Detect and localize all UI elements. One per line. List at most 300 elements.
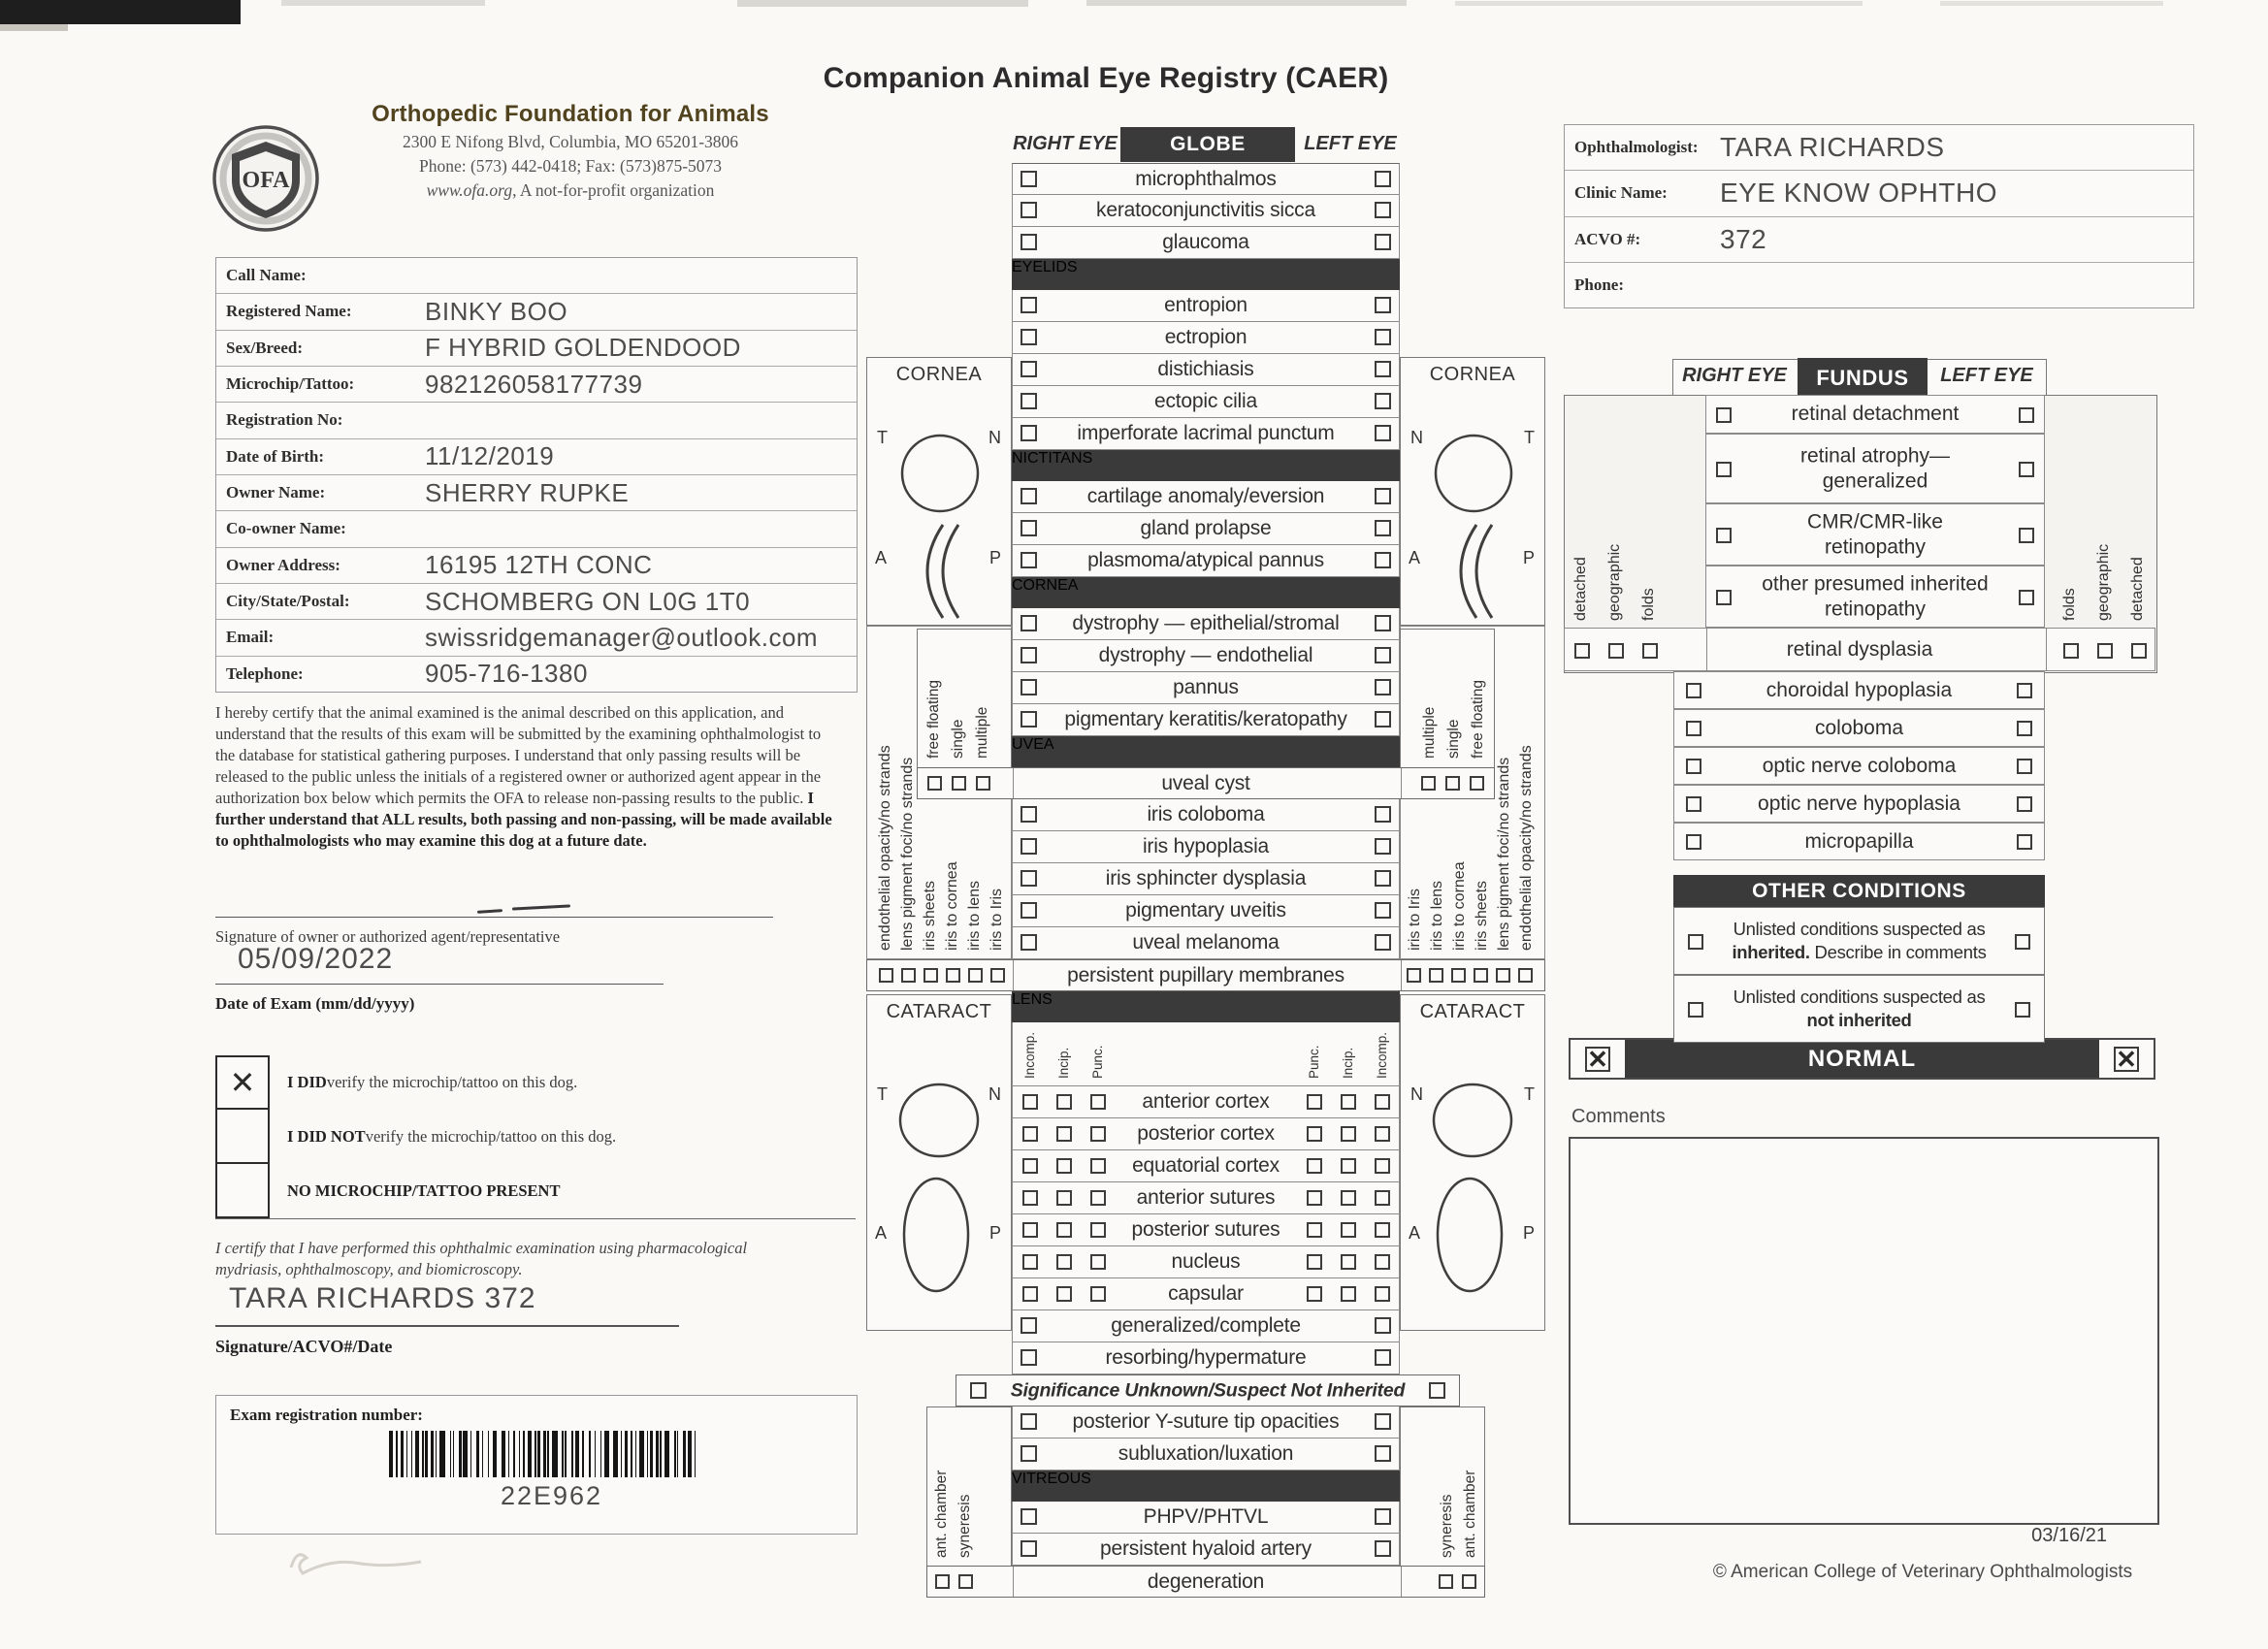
vertical-label-punc: Punc. (1089, 1045, 1105, 1079)
checkbox-left-equatorial-cortex-1[interactable] (1341, 1158, 1356, 1174)
checkbox-right-retinal-atrophy-generalized[interactable] (1716, 462, 1732, 477)
checkbox-right-retinal-dysplasia-1[interactable] (1608, 643, 1624, 659)
checkbox-left-persistent-pupillary-membranes-0[interactable] (1518, 968, 1533, 983)
exam-date-line[interactable] (215, 984, 664, 985)
checkbox-normal-right-eye[interactable]: ✕ (1585, 1047, 1610, 1072)
vertical-label-incip: Incip. (1055, 1047, 1071, 1079)
field-value: EYE KNOW OPHTHO (1720, 178, 1997, 209)
row-nucleus (1012, 1246, 1400, 1278)
checkbox-left-anterior-cortex-0[interactable] (1307, 1094, 1322, 1110)
vertical-label-geographic: geographic (2095, 543, 2112, 621)
fundus-row-choroidal-hypoplasia (1673, 671, 2045, 709)
checkbox-left-posterior-sutures-1[interactable] (1341, 1222, 1356, 1238)
info-row-registration-no (216, 403, 857, 438)
vertical-label-free-floating: free floating (924, 680, 942, 759)
checkbox-right-uveal-melanoma[interactable] (1021, 934, 1037, 951)
checkbox-i-did-not[interactable] (215, 1108, 270, 1165)
checkbox-no-microchip-tattoo-present[interactable] (215, 1162, 270, 1219)
checkbox-i-did[interactable]: ✕ (215, 1055, 270, 1110)
row-pannus (1012, 672, 1400, 704)
owner-certification-bold: I further understand that ALL results, both passing and non-passing, will be made available to ophthalmologists who may examine this dog at a future date. (215, 788, 832, 850)
item-label: uveal cyst (1161, 771, 1250, 794)
checkbox-left-resorbing-hypermature[interactable] (1375, 1349, 1391, 1366)
cataract-anterior-label: A (875, 1223, 888, 1243)
checkbox-right-cmr-cmr-like-retinopathy[interactable] (1716, 528, 1732, 543)
checkbox-left-ectopic-cilia[interactable] (1375, 393, 1391, 409)
vertical-label-detached: detached (2129, 557, 2146, 621)
exam-registration-box (215, 1395, 858, 1535)
barcode-bar (595, 1431, 596, 1477)
cornea-anterior-label: A (875, 548, 888, 567)
scan-smudge (281, 0, 485, 6)
fundus-row-retinal-detachment (1705, 395, 2045, 434)
checkbox-right-uveal-cyst-0[interactable] (927, 776, 942, 791)
checkbox-right-equatorial-cortex-0[interactable] (1022, 1158, 1038, 1174)
cataract-temporal-label: T (1524, 1084, 1535, 1104)
barcode-bar (415, 1431, 419, 1477)
checkbox-right-posterior-y-suture-tip-opacities[interactable] (1021, 1413, 1037, 1430)
field-label: Ophthalmologist: (1574, 138, 1699, 157)
checkbox-left-anterior-sutures-0[interactable] (1307, 1190, 1322, 1206)
field-label: ACVO #: (1574, 229, 1641, 248)
vertical-label-iris-to-lens: iris to lens (1428, 880, 1445, 951)
row-uveal-cyst (917, 767, 1495, 799)
checkbox-left-subluxation-luxation[interactable] (1375, 1445, 1391, 1462)
info-row-date-of-birth (216, 439, 857, 475)
checkbox-right-anterior-cortex-1[interactable] (1056, 1094, 1072, 1110)
fundus-item-label: retinal atrophy—generalized (1799, 444, 1951, 492)
vertical-label-single: single (1444, 719, 1462, 759)
checkbox-left-uveal-melanoma[interactable] (1375, 934, 1391, 951)
exam-date-label: Date of Exam (mm/dd/yyyy) (215, 994, 415, 1013)
checkbox-right-capsular-0[interactable] (1022, 1286, 1038, 1302)
barcode-bar (575, 1431, 579, 1477)
other-conditions-row-1 (1673, 975, 2045, 1043)
field-label: Sex/Breed: (226, 338, 304, 357)
checkbox-right-iris-sphincter-dysplasia[interactable] (1021, 870, 1037, 887)
barcode-bar (450, 1431, 451, 1477)
field-label: City/State/Postal: (226, 592, 350, 611)
checkbox-left-capsular-0[interactable] (1307, 1286, 1322, 1302)
item-label: glaucoma (1162, 231, 1249, 253)
info-row-sex-breed (216, 331, 857, 367)
row-generalized-complete (1012, 1310, 1400, 1342)
checkbox-right-phpv-phtvl[interactable] (1021, 1508, 1037, 1525)
barcode-bar (431, 1431, 434, 1477)
item-label: distichiasis (1157, 358, 1254, 380)
checkbox-left-posterior-cortex-1[interactable] (1341, 1126, 1356, 1142)
row-degeneration (926, 1566, 1485, 1598)
comments-label: Comments (1571, 1106, 1666, 1127)
info-row-owner-name (216, 475, 857, 511)
item-label: gland prolapse (1140, 517, 1272, 539)
checkbox-left-posterior-cortex-2[interactable] (1375, 1126, 1390, 1142)
ofa-address: 2300 E Nifong Blvd, Columbia, MO 65201-3806 (402, 132, 739, 151)
cataract-circle-diagram[interactable] (896, 1081, 982, 1160)
pen-scribble (274, 1535, 438, 1589)
checkbox-left-capsular-1[interactable] (1341, 1286, 1356, 1302)
checkbox-right-other-conditions-1[interactable] (1688, 1002, 1703, 1018)
checkbox-right-choroidal-hypoplasia[interactable] (1686, 683, 1701, 698)
item-label: iris hypoplasia (1142, 835, 1270, 857)
info-row-city-state-postal (216, 584, 857, 620)
checkbox-normal-left-eye[interactable]: ✕ (2114, 1047, 2139, 1072)
checkbox-right-generalized-complete[interactable] (1021, 1317, 1037, 1334)
comments-box[interactable] (1569, 1137, 2159, 1525)
fundus-section-bar: FUNDUS (1798, 358, 1928, 398)
checkbox-left-persistent-hyaloid-artery[interactable] (1375, 1540, 1391, 1557)
vet-signature-line[interactable] (215, 1325, 679, 1327)
checkbox-left-equatorial-cortex-2[interactable] (1375, 1158, 1390, 1174)
form-title: Companion Animal Eye Registry (CAER) (823, 62, 1389, 94)
barcode-bar (656, 1431, 659, 1477)
owner-signature-label: Signature of owner or authorized agent/representative (215, 927, 561, 946)
other-conditions-label: Unlisted conditions suspected as inherited. Describe in comments (1732, 918, 1987, 962)
checkbox-right-anterior-sutures-0[interactable] (1022, 1190, 1038, 1206)
section-bar-eyelids: EYELIDS (1012, 259, 1400, 290)
checkbox-left-anterior-sutures-1[interactable] (1341, 1190, 1356, 1206)
checkbox-left-posterior-cortex-0[interactable] (1307, 1126, 1322, 1142)
checkbox-right-optic-nerve-coloboma[interactable] (1686, 759, 1701, 774)
checkbox-left-anterior-sutures-2[interactable] (1375, 1190, 1390, 1206)
checkbox-left-nucleus-1[interactable] (1341, 1254, 1356, 1270)
checkbox-left-retinal-dysplasia-0[interactable] (2131, 643, 2147, 659)
checkbox-right-posterior-sutures-0[interactable] (1022, 1222, 1038, 1238)
cornea-temporal-label: T (877, 428, 888, 447)
checkbox-right-capsular-2[interactable] (1090, 1286, 1106, 1302)
cornea-posterior-label: P (1522, 548, 1535, 567)
vertical-label-ant-chamber: ant. chamber (1461, 1470, 1478, 1558)
vertical-label-geographic: geographic (1606, 543, 1623, 621)
checkbox-right-nucleus-1[interactable] (1056, 1254, 1072, 1270)
row-phpv-phtvl (1012, 1502, 1400, 1534)
checkbox-left-uveal-cyst-0[interactable] (1470, 776, 1484, 791)
normal-left-eye-cell (2099, 1040, 2154, 1078)
section-bar-cornea: CORNEA (1012, 577, 1400, 608)
barcode-bar (688, 1431, 692, 1477)
ofa-letterhead (338, 101, 803, 201)
checkbox-right-glaucoma[interactable] (1021, 234, 1037, 250)
checkbox-right-microphthalmos[interactable] (1021, 171, 1037, 187)
checkbox-left-posterior-y-suture-tip-opacities[interactable] (1375, 1413, 1391, 1430)
checkbox-right-persistent-pupillary-membranes-0[interactable] (879, 968, 893, 983)
item-label: iris coloboma (1147, 803, 1265, 825)
field-label: Owner Name: (226, 483, 326, 502)
checkbox-left-pigmentary-uveitis[interactable] (1375, 902, 1391, 919)
checkbox-left-cartilage-anomaly-eversion[interactable] (1375, 488, 1391, 504)
checkbox-right-anterior-cortex-0[interactable] (1022, 1094, 1038, 1110)
vertical-label-single: single (949, 719, 966, 759)
checkbox-right-posterior-sutures-2[interactable] (1090, 1222, 1106, 1238)
checkbox-left-pigmentary-keratitis-keratopathy[interactable] (1375, 711, 1391, 728)
field-label: Microchip/Tattoo: (226, 374, 355, 394)
checkbox-right-resorbing-hypermature[interactable] (1021, 1349, 1037, 1366)
checkbox-right-anterior-sutures-2[interactable] (1090, 1190, 1106, 1206)
checkbox-right-retinal-dysplasia-2[interactable] (1642, 643, 1658, 659)
fundus-row-other-presumed-inherited-retinopathy (1705, 566, 2045, 628)
normal-result-bar (1569, 1038, 2155, 1080)
checkbox-right-optic-nerve-hypoplasia[interactable] (1686, 796, 1701, 812)
checkbox-right-capsular-1[interactable] (1056, 1286, 1072, 1302)
field-value: SHERRY RUPKE (425, 477, 630, 507)
row-iris-coloboma (1012, 799, 1400, 831)
cornea-circle-diagram[interactable] (1432, 432, 1515, 515)
checkbox-left-posterior-sutures-0[interactable] (1307, 1222, 1322, 1238)
barcode-bar (571, 1431, 574, 1477)
checkbox-left-gland-prolapse[interactable] (1375, 520, 1391, 536)
checkbox-right-pannus[interactable] (1021, 679, 1037, 695)
barcode-bar (562, 1431, 563, 1477)
checkbox-left-entropion[interactable] (1375, 297, 1391, 313)
checkbox-left-posterior-sutures-2[interactable] (1375, 1222, 1390, 1238)
svg-text:OFA: OFA (242, 168, 290, 193)
item-label: microphthalmos (1135, 167, 1277, 190)
cornea-crescent-diagram[interactable] (1438, 521, 1506, 622)
checkbox-right-persistent-hyaloid-artery[interactable] (1021, 1540, 1037, 1557)
checkbox-left-distichiasis[interactable] (1375, 361, 1391, 377)
cornea-nasal-label: N (988, 428, 1001, 447)
barcode-bar (396, 1431, 397, 1477)
checkbox-right-keratoconjunctivitis-sicca[interactable] (1021, 202, 1037, 218)
cataract-ellipse-diagram[interactable] (1434, 1175, 1506, 1296)
checkbox-right-gland-prolapse[interactable] (1021, 520, 1037, 536)
barcode-bar (604, 1431, 608, 1477)
row-iris-sphincter-dysplasia (1012, 863, 1400, 895)
checkbox-left-microphthalmos[interactable] (1375, 171, 1391, 187)
scan-smudge (1940, 1, 2163, 6)
checkbox-right-anterior-sutures-1[interactable] (1056, 1190, 1072, 1206)
checkbox-right-pigmentary-uveitis[interactable] (1021, 902, 1037, 919)
item-label: persistent hyaloid artery (1100, 1537, 1312, 1560)
cataract-ellipse-diagram[interactable] (900, 1175, 972, 1296)
checkbox-left-retinal-atrophy-generalized[interactable] (2019, 462, 2034, 477)
checkbox-left-retinal-detachment[interactable] (2019, 407, 2034, 423)
item-label: nucleus (1171, 1250, 1241, 1273)
checkbox-left-glaucoma[interactable] (1375, 234, 1391, 250)
checkbox-right-imperforate-lacrimal-punctum[interactable] (1021, 425, 1037, 441)
checkbox-left-dystrophy-endothelial[interactable] (1375, 647, 1391, 663)
checkbox-left-iris-coloboma[interactable] (1375, 806, 1391, 823)
checkbox-left-retinal-dysplasia-1[interactable] (2097, 643, 2113, 659)
checkbox-right-iris-coloboma[interactable] (1021, 806, 1037, 823)
barcode (389, 1431, 714, 1477)
fundus-left-eye-label: LEFT EYE (1940, 365, 2033, 386)
barcode-bar (389, 1431, 393, 1477)
fundus-row-micropapilla (1673, 823, 2045, 860)
item-label: pannus (1173, 676, 1239, 698)
checkbox-left-coloboma[interactable] (2017, 721, 2032, 736)
item-label: anterior cortex (1142, 1090, 1270, 1113)
ofa-website: www.ofa.org (426, 180, 513, 200)
row-gland-prolapse (1012, 513, 1400, 545)
checkbox-left-anterior-cortex-1[interactable] (1341, 1094, 1356, 1110)
checkbox-left-pannus[interactable] (1375, 679, 1391, 695)
checkbox-right-cartilage-anomaly-eversion[interactable] (1021, 488, 1037, 504)
checkbox-left-other-presumed-inherited-retinopathy[interactable] (2019, 590, 2034, 605)
vet-signature-label: Signature/ACVO#/Date (215, 1337, 393, 1356)
barcode-bar (488, 1431, 489, 1477)
barcode-bar (621, 1431, 622, 1477)
checkbox-right-equatorial-cortex-2[interactable] (1090, 1158, 1106, 1174)
barcode-bar (543, 1431, 546, 1477)
item-label: dystrophy — epithelial/stromal (1072, 612, 1340, 634)
field-value: 372 (1720, 223, 1767, 254)
normal-label: NORMAL (1625, 1040, 2099, 1078)
checkbox-right-degeneration-0[interactable] (935, 1574, 950, 1589)
checkbox-left-phpv-phtvl[interactable] (1375, 1508, 1391, 1525)
section-bar-vitreous: VITREOUS (1012, 1471, 1400, 1502)
checkbox-left-nucleus-0[interactable] (1307, 1254, 1322, 1270)
checkbox-right-iris-hypoplasia[interactable] (1021, 838, 1037, 855)
cataract-anterior-label: A (1409, 1223, 1421, 1243)
cornea-circle-diagram[interactable] (898, 432, 982, 515)
ofa-org-name: Orthopedic Foundation for Animals (372, 101, 769, 127)
checkbox-left-iris-sphincter-dysplasia[interactable] (1375, 870, 1391, 887)
cornea-crescent-diagram[interactable] (904, 521, 972, 622)
animal-info-table (215, 257, 858, 693)
exam-date-value: 05/09/2022 (238, 943, 394, 975)
barcode-bar (439, 1431, 445, 1477)
checkbox-left-imperforate-lacrimal-punctum[interactable] (1375, 425, 1391, 441)
grid-left-eye-label: LEFT EYE (1304, 133, 1397, 154)
barcode-bar (422, 1431, 423, 1477)
checkbox-right-other-presumed-inherited-retinopathy[interactable] (1716, 590, 1732, 605)
checkbox-right-entropion[interactable] (1021, 297, 1037, 313)
checkbox-right-dystrophy-epithelial-stromal[interactable] (1021, 615, 1037, 631)
checkbox-left-keratoconjunctivitis-sicca[interactable] (1375, 202, 1391, 218)
checkbox-right-micropapilla[interactable] (1686, 834, 1701, 850)
vertical-label-detached: detached (1572, 557, 1589, 621)
checkbox-left-plasmoma-atypical-pannus[interactable] (1375, 552, 1391, 568)
barcode-bar (631, 1431, 632, 1477)
fundus-item-label: retinal dysplasia (1786, 637, 1933, 661)
checkbox-right-anterior-cortex-2[interactable] (1090, 1094, 1106, 1110)
fundus-item-label: choroidal hypoplasia (1766, 678, 1953, 701)
checkbox-right-subluxation-luxation[interactable] (1021, 1445, 1037, 1462)
checkbox-right-retinal-detachment[interactable] (1716, 407, 1732, 423)
checkbox-left-optic-nerve-hypoplasia[interactable] (2017, 796, 2032, 812)
checkbox-left-dystrophy-epithelial-stromal[interactable] (1375, 615, 1391, 631)
other-conditions-label: Unlisted conditions suspected as not inherited (1733, 986, 1986, 1030)
cataract-circle-diagram[interactable] (1430, 1081, 1515, 1160)
field-value: 16195 12TH CONC (425, 550, 653, 580)
vertical-label-endothelial-opacity-no-strands: endothelial opacity/no strands (1517, 745, 1535, 951)
checkbox-left-optic-nerve-coloboma[interactable] (2017, 759, 2032, 774)
row-pigmentary-keratitis-keratopathy (1012, 704, 1400, 736)
checkbox-left-anterior-cortex-2[interactable] (1375, 1094, 1390, 1110)
checkbox-right-dystrophy-endothelial[interactable] (1021, 647, 1037, 663)
row-equatorial-cortex (1012, 1150, 1400, 1182)
cataract-temporal-label: T (877, 1084, 888, 1104)
item-label: PHPV/PHTVL (1143, 1505, 1269, 1528)
item-label: posterior sutures (1131, 1218, 1280, 1241)
checkbox-left-micropapilla[interactable] (2017, 834, 2032, 850)
vertical-label-lens-pigment-foci-no-strands: lens pigment foci/no strands (898, 757, 916, 951)
barcode-bar (552, 1431, 558, 1477)
checkbox-right-posterior-cortex-1[interactable] (1056, 1126, 1072, 1142)
checkbox-right-ectopic-cilia[interactable] (1021, 393, 1037, 409)
checkbox-right-ectropion[interactable] (1021, 329, 1037, 345)
checkbox-left-retinal-dysplasia-2[interactable] (2063, 643, 2079, 659)
checkbox-left-nucleus-2[interactable] (1375, 1254, 1390, 1270)
owner-signature-line[interactable] (215, 917, 773, 918)
vertical-label-iris-to-cornea: iris to cornea (943, 861, 960, 951)
checkbox-left-capsular-2[interactable] (1375, 1286, 1390, 1302)
checkbox-right-coloboma[interactable] (1686, 721, 1701, 736)
checkbox-left-other-conditions-0[interactable] (2015, 934, 2030, 950)
checkbox-right-posterior-cortex-0[interactable] (1022, 1126, 1038, 1142)
vertical-label-endothelial-opacity-no-strands: endothelial opacity/no strands (876, 745, 893, 951)
field-label: Registered Name: (226, 302, 352, 321)
fundus-row-optic-nerve-hypoplasia (1673, 785, 2045, 823)
exam-registration-number: 22E962 (500, 1481, 603, 1510)
cornea-panel-title: CORNEA (1429, 364, 1516, 385)
scan-smudge (1455, 1, 1863, 6)
item-label: iris sphincter dysplasia (1105, 867, 1307, 889)
cataract-nasal-label: N (1410, 1084, 1423, 1104)
cataract-posterior-label: P (988, 1223, 1001, 1243)
microchip-verification (215, 1055, 856, 1219)
checkbox-left-other-conditions-1[interactable] (2015, 1002, 2030, 1018)
cornea-anterior-label: A (1409, 548, 1421, 567)
checkbox-left-cmr-cmr-like-retinopathy[interactable] (2019, 528, 2034, 543)
checkbox-right-retinal-dysplasia-0[interactable] (1574, 643, 1590, 659)
checkbox-right-other-conditions-0[interactable] (1688, 934, 1703, 950)
right-column (1564, 116, 2192, 1630)
row-subluxation-luxation (1012, 1439, 1400, 1471)
barcode-bar (425, 1431, 428, 1477)
checkbox-left-generalized-complete[interactable] (1375, 1317, 1391, 1334)
cornea-panel-title: CORNEA (895, 364, 983, 385)
barcode-bar (650, 1431, 653, 1477)
checkbox-left-degeneration-0[interactable] (1462, 1574, 1476, 1589)
checkbox-right-nucleus-2[interactable] (1090, 1254, 1106, 1270)
barcode-bar (406, 1431, 407, 1477)
barcode-bar (476, 1431, 479, 1477)
checkbox-left-choroidal-hypoplasia[interactable] (2017, 683, 2032, 698)
checkbox-right-posterior-sutures-1[interactable] (1056, 1222, 1072, 1238)
checkbox-left-iris-hypoplasia[interactable] (1375, 838, 1391, 855)
barcode-bar (639, 1431, 643, 1477)
checkbox-right-equatorial-cortex-1[interactable] (1056, 1158, 1072, 1174)
field-value: SCHOMBERG ON L0G 1T0 (425, 586, 751, 616)
vertical-label-incomp: Incomp. (1021, 1031, 1037, 1079)
item-label: ectropion (1164, 326, 1247, 348)
barcode-bar (493, 1431, 497, 1477)
item-label: cartilage anomaly/eversion (1086, 485, 1325, 507)
checkbox-right-distichiasis[interactable] (1021, 361, 1037, 377)
microchip-option-no-microchip-tattoo-present (215, 1164, 856, 1218)
other-conditions-row-0 (1673, 907, 2045, 975)
checkbox-right-nucleus-0[interactable] (1022, 1254, 1038, 1270)
item-label: imperforate lacrimal punctum (1077, 422, 1335, 444)
field-value: 982126058177739 (425, 369, 643, 399)
checkbox-right-plasmoma-atypical-pannus[interactable] (1021, 552, 1037, 568)
vertical-label-incip: Incip. (1340, 1047, 1355, 1079)
fundus-item-label: other presumed inherited retinopathy (1762, 572, 1989, 620)
cataract-nasal-label: N (988, 1084, 1001, 1104)
microchip-option-label: NO MICROCHIP/TATTOO PRESENT (287, 1181, 561, 1200)
barcode-bar (589, 1431, 592, 1477)
checkbox-left-ectropion[interactable] (1375, 329, 1391, 345)
checkbox-right-pigmentary-keratitis-keratopathy[interactable] (1021, 711, 1037, 728)
barcode-bar (613, 1431, 617, 1477)
row-separator (1706, 629, 1707, 670)
checkbox-left-equatorial-cortex-0[interactable] (1307, 1158, 1322, 1174)
checkbox-right-posterior-cortex-2[interactable] (1090, 1126, 1106, 1142)
info-row-call-name (216, 258, 857, 294)
row-resorbing-hypermature (1012, 1342, 1400, 1374)
